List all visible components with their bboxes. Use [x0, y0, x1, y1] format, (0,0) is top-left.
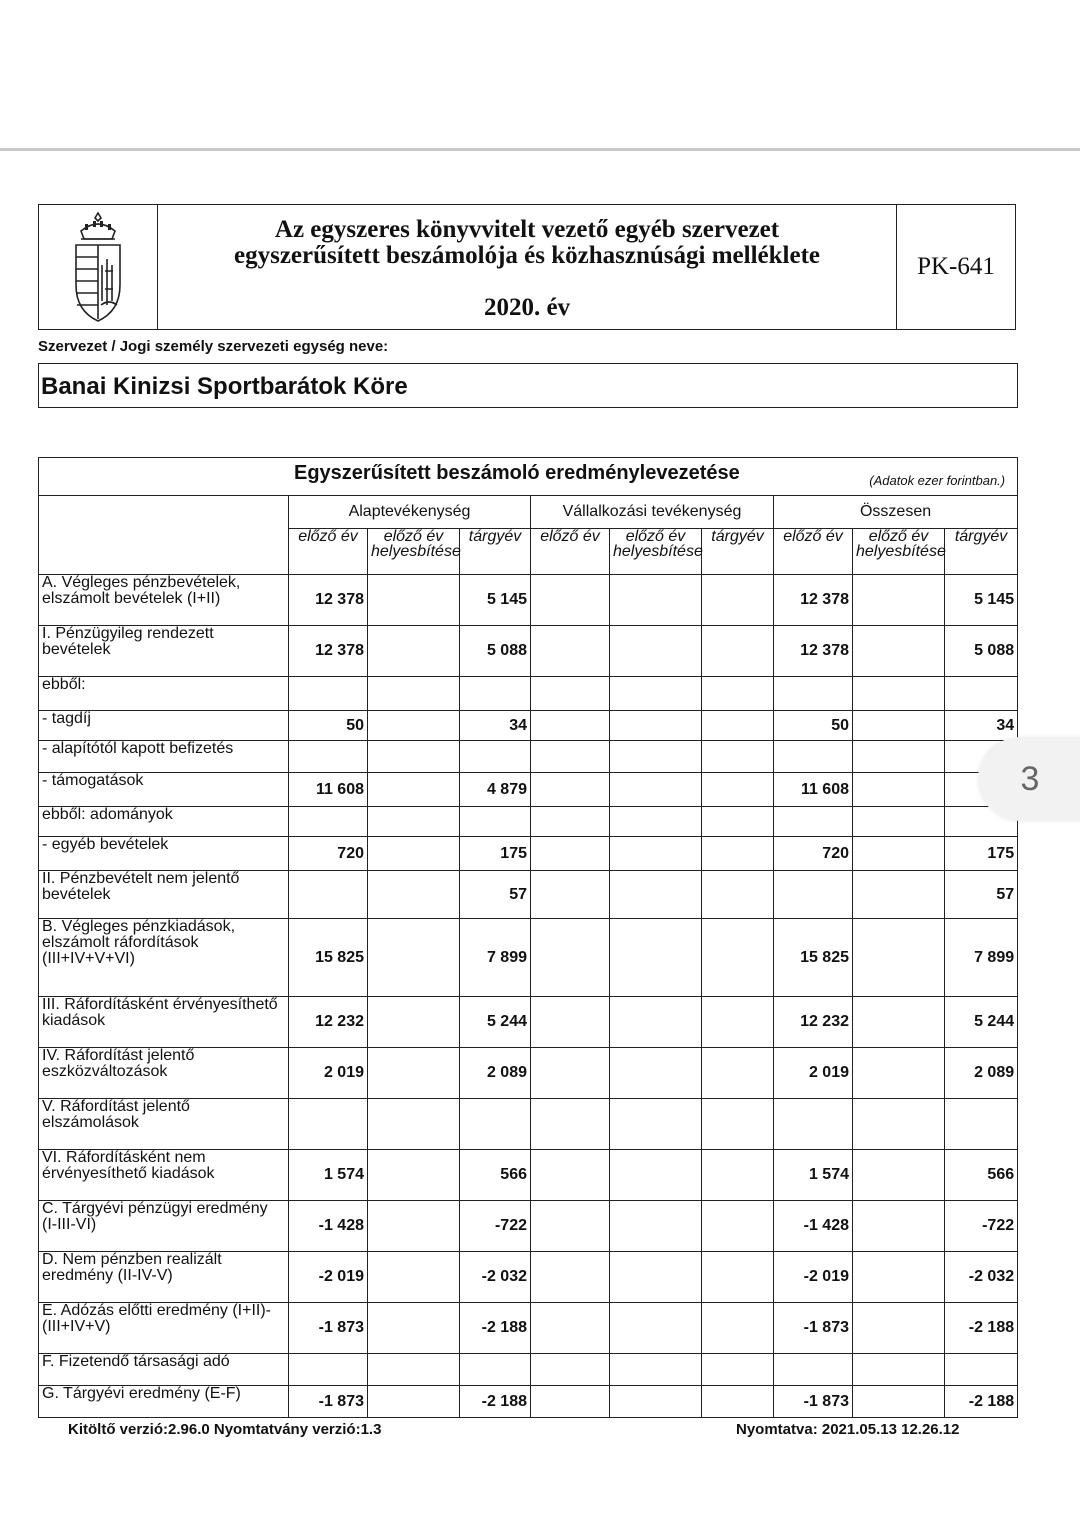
value-cell: 12 378: [774, 575, 853, 626]
value-cell: -722: [460, 1201, 531, 1252]
table-row: [39, 741, 1018, 773]
value-cell: [289, 807, 368, 837]
value-cell: [368, 1303, 460, 1354]
row-label: I. Pénzügyileg rendezett bevételek: [39, 626, 289, 677]
form-title-line2: egyszerűsített beszámolója és közhasznúsági melléklete: [234, 242, 820, 269]
value-cell: 2 019: [289, 1048, 368, 1099]
table-title: Egyszerűsített beszámoló eredménylevezetése: [294, 462, 740, 484]
subheader-line1: előző év: [868, 528, 929, 545]
value-cell: [368, 773, 460, 807]
value-cell: -2 032: [945, 1252, 1018, 1303]
value-cell: [853, 1099, 945, 1150]
value-cell: [610, 773, 702, 807]
value-cell: [368, 807, 460, 837]
value-cell: 57: [945, 871, 1018, 919]
value-cell: [531, 871, 610, 919]
value-cell: -2 188: [945, 1303, 1018, 1354]
subheader-0-1: [368, 529, 460, 575]
value-cell: [610, 711, 702, 741]
subheader-2-1: [853, 529, 945, 575]
table-row: [39, 677, 1018, 711]
value-cell: 12 378: [774, 626, 853, 677]
page-separator: [0, 148, 1080, 151]
value-cell: -1 873: [289, 1303, 368, 1354]
subheader-line1: tárgyév: [954, 528, 1008, 545]
row-label: ebből:: [39, 677, 289, 711]
value-cell: [610, 919, 702, 997]
row-label-header: [39, 496, 289, 575]
page-number-badge[interactable]: 3: [978, 737, 1080, 821]
value-cell: [774, 741, 853, 773]
value-cell: 5 145: [460, 575, 531, 626]
value-cell: [368, 1201, 460, 1252]
value-cell: [368, 677, 460, 711]
footer-printed-date: Nyomtatva: 2021.05.13 12.26.12: [736, 1421, 960, 1438]
value-cell: [702, 1252, 774, 1303]
value-cell: [853, 1150, 945, 1201]
table-row: [39, 1099, 1018, 1150]
table-row: [39, 1252, 1018, 1303]
table-row: [39, 1386, 1018, 1418]
value-cell: [460, 1099, 531, 1150]
row-label: II. Pénzbevételt nem jelentő bevételek: [39, 871, 289, 919]
value-cell: [289, 677, 368, 711]
value-cell: 175: [460, 837, 531, 871]
subheader-line2: helyesbítése: [856, 543, 946, 560]
viewer-top-area: [0, 0, 1080, 150]
value-cell: -1 428: [289, 1201, 368, 1252]
value-cell: [368, 997, 460, 1048]
value-cell: [368, 871, 460, 919]
value-cell: 11 608: [774, 773, 853, 807]
value-cell: [702, 1099, 774, 1150]
value-cell: 15 825: [289, 919, 368, 997]
value-cell: [610, 1303, 702, 1354]
value-cell: [853, 626, 945, 677]
value-cell: [460, 741, 531, 773]
subheader-2-0: [774, 529, 853, 575]
value-cell: [610, 1386, 702, 1418]
value-cell: [853, 1303, 945, 1354]
value-cell: 566: [460, 1150, 531, 1201]
value-cell: [368, 741, 460, 773]
table-group-header-row: [39, 496, 1018, 529]
row-label: IV. Ráfordítást jelentő eszközváltozások: [39, 1048, 289, 1099]
table-row: [39, 1354, 1018, 1386]
value-cell: [610, 575, 702, 626]
value-cell: [702, 1150, 774, 1201]
subheader-1-1: [610, 529, 702, 575]
value-cell: [853, 1201, 945, 1252]
value-cell: [945, 677, 1018, 711]
form-title-line1: Az egyszeres könyvvitelt vezető egyéb szervezet: [274, 216, 780, 243]
row-label: VI. Ráfordításként nem érvényesíthető kiadások: [39, 1150, 289, 1201]
value-cell: -1 873: [289, 1386, 368, 1418]
value-cell: 1 574: [289, 1150, 368, 1201]
value-cell: [702, 837, 774, 871]
value-cell: [702, 741, 774, 773]
value-cell: 34: [460, 711, 531, 741]
table-row: [39, 871, 1018, 919]
value-cell: 5 088: [945, 626, 1018, 677]
value-cell: 720: [289, 837, 368, 871]
value-cell: 5 145: [945, 575, 1018, 626]
subheader-0-2: [460, 529, 531, 575]
value-cell: [368, 837, 460, 871]
value-cell: 2 019: [774, 1048, 853, 1099]
form-title: [158, 205, 897, 329]
value-cell: [702, 1048, 774, 1099]
value-cell: 11 608: [289, 773, 368, 807]
organization-name: Banai Kinizsi Sportbarátok Köre: [38, 363, 1018, 408]
row-label: E. Adózás előtti eredmény (I+II)-(III+IV+V): [39, 1303, 289, 1354]
subheader-1-0: [531, 529, 610, 575]
value-cell: [289, 871, 368, 919]
value-cell: [531, 1201, 610, 1252]
value-cell: [531, 997, 610, 1048]
value-cell: -722: [945, 1201, 1018, 1252]
value-cell: [531, 919, 610, 997]
subheader-line1: tárgyév: [468, 528, 522, 545]
value-cell: [610, 807, 702, 837]
value-cell: [774, 677, 853, 711]
form-code: PK-641: [917, 253, 995, 280]
value-cell: [853, 871, 945, 919]
value-cell: -2 032: [460, 1252, 531, 1303]
value-cell: [531, 1150, 610, 1201]
organization-label: Szervezet / Jogi személy szervezeti egység neve:: [38, 338, 389, 355]
value-cell: 720: [774, 837, 853, 871]
value-cell: [531, 626, 610, 677]
value-cell: [702, 1201, 774, 1252]
value-cell: [531, 1048, 610, 1099]
value-cell: [531, 807, 610, 837]
value-cell: [610, 1150, 702, 1201]
table-row: [39, 997, 1018, 1048]
value-cell: 12 232: [774, 997, 853, 1048]
value-cell: [368, 1354, 460, 1386]
value-cell: [531, 1252, 610, 1303]
hungarian-coat-of-arms-icon: [67, 209, 129, 325]
value-cell: [853, 1386, 945, 1418]
value-cell: 2 089: [460, 1048, 531, 1099]
value-cell: [368, 1150, 460, 1201]
table-row: [39, 807, 1018, 837]
value-cell: [702, 626, 774, 677]
subheader-2-2: [945, 529, 1018, 575]
value-cell: [702, 997, 774, 1048]
table-row: [39, 711, 1018, 741]
value-cell: 175: [945, 837, 1018, 871]
value-cell: [853, 997, 945, 1048]
value-cell: [368, 626, 460, 677]
value-cell: [853, 741, 945, 773]
value-cell: [610, 1201, 702, 1252]
value-cell: 5 244: [945, 997, 1018, 1048]
subheader-line2: helyesbítése: [613, 543, 703, 560]
value-cell: [774, 871, 853, 919]
footer-version: Kitöltő verzió:2.96.0 Nyomtatvány verzió:1.3: [68, 1421, 382, 1438]
table-row: [39, 1048, 1018, 1099]
value-cell: [702, 1303, 774, 1354]
value-cell: [368, 919, 460, 997]
value-cell: 2 089: [945, 1048, 1018, 1099]
value-cell: [853, 1354, 945, 1386]
value-cell: 5 088: [460, 626, 531, 677]
value-cell: [531, 711, 610, 741]
value-cell: -2 188: [460, 1303, 531, 1354]
value-cell: [460, 677, 531, 711]
row-label: G. Tárgyévi eredmény (E-F): [39, 1386, 289, 1418]
table-row: [39, 626, 1018, 677]
value-cell: [853, 807, 945, 837]
value-cell: 7 899: [460, 919, 531, 997]
row-label: - tagdíj: [39, 711, 289, 741]
table-row: [39, 1201, 1018, 1252]
subheader-line1: előző év: [540, 528, 600, 545]
value-cell: 15 825: [774, 919, 853, 997]
group-header-alap: Alaptevékenység: [289, 496, 531, 529]
value-cell: [610, 1048, 702, 1099]
value-cell: -2 019: [774, 1252, 853, 1303]
row-label: C. Tárgyévi pénzügyi eredmény (I-III-VI): [39, 1201, 289, 1252]
value-cell: 57: [460, 871, 531, 919]
value-cell: [702, 575, 774, 626]
value-cell: [460, 1354, 531, 1386]
value-cell: [289, 741, 368, 773]
income-statement-table: [38, 457, 1018, 1418]
row-label: B. Végleges pénzkiadások, elszámolt ráfordítások (III+IV+V+VI): [39, 919, 289, 997]
value-cell: [531, 1386, 610, 1418]
value-cell: [702, 807, 774, 837]
value-cell: [853, 1252, 945, 1303]
value-cell: [531, 837, 610, 871]
row-label: ebből: adományok: [39, 807, 289, 837]
value-cell: [610, 1099, 702, 1150]
value-cell: 7 899: [945, 919, 1018, 997]
value-cell: [702, 919, 774, 997]
value-cell: [853, 711, 945, 741]
logo-cell: [39, 205, 158, 329]
value-cell: [853, 837, 945, 871]
value-cell: [610, 1252, 702, 1303]
value-cell: [774, 1354, 853, 1386]
value-cell: [610, 997, 702, 1048]
value-cell: 34: [945, 711, 1018, 741]
table-caption-row: [39, 458, 1018, 496]
value-cell: [531, 1354, 610, 1386]
subheader-line1: tárgyév: [711, 528, 764, 545]
value-cell: [610, 871, 702, 919]
value-cell: 12 378: [289, 575, 368, 626]
form-header: [38, 204, 1016, 330]
row-label: III. Ráfordításként érvényesíthető kiadások: [39, 997, 289, 1048]
row-label: A. Végleges pénzbevételek, elszámolt bevételek (I+II): [39, 575, 289, 626]
value-cell: [853, 677, 945, 711]
value-cell: -1 873: [774, 1303, 853, 1354]
value-cell: 12 378: [289, 626, 368, 677]
value-cell: [531, 677, 610, 711]
value-cell: [853, 575, 945, 626]
value-cell: [368, 711, 460, 741]
value-cell: [289, 1099, 368, 1150]
value-cell: [945, 1099, 1018, 1150]
subheader-0-0: [289, 529, 368, 575]
subheader-line1: előző év: [298, 528, 358, 545]
table-row: [39, 1303, 1018, 1354]
table-row: [39, 575, 1018, 626]
value-cell: [531, 575, 610, 626]
value-cell: [368, 1386, 460, 1418]
value-cell: -2 019: [289, 1252, 368, 1303]
value-cell: [368, 1048, 460, 1099]
value-cell: [610, 741, 702, 773]
value-cell: -1 428: [774, 1201, 853, 1252]
value-cell: 5 244: [460, 997, 531, 1048]
value-cell: 12 232: [289, 997, 368, 1048]
value-cell: [702, 677, 774, 711]
value-cell: -1 873: [774, 1386, 853, 1418]
table-row: [39, 919, 1018, 997]
value-cell: [853, 1048, 945, 1099]
value-cell: [368, 1252, 460, 1303]
table-row: [39, 773, 1018, 807]
row-label: D. Nem pénzben realizált eredmény (II-IV-V): [39, 1252, 289, 1303]
value-cell: [610, 837, 702, 871]
value-cell: [702, 711, 774, 741]
row-label: F. Fizetendő társasági adó: [39, 1354, 289, 1386]
value-cell: [774, 1099, 853, 1150]
value-cell: -2 188: [945, 1386, 1018, 1418]
value-cell: [368, 1099, 460, 1150]
value-cell: -2 188: [460, 1386, 531, 1418]
value-cell: [610, 626, 702, 677]
value-cell: 50: [289, 711, 368, 741]
form-year: 2020. év: [483, 294, 571, 321]
subheader-1-2: [702, 529, 774, 575]
table-row: [39, 1150, 1018, 1201]
table-unit-note: (Adatok ezer forintban.): [869, 473, 1006, 488]
value-cell: [702, 1354, 774, 1386]
subheader-line1: előző év: [383, 528, 444, 545]
value-cell: 566: [945, 1150, 1018, 1201]
value-cell: [531, 773, 610, 807]
value-cell: [460, 807, 531, 837]
subheader-line1: előző év: [625, 528, 686, 545]
table-row: [39, 837, 1018, 871]
value-cell: 50: [774, 711, 853, 741]
value-cell: [610, 677, 702, 711]
value-cell: [289, 1354, 368, 1386]
value-cell: [531, 1303, 610, 1354]
row-label: - támogatások: [39, 773, 289, 807]
value-cell: [531, 1099, 610, 1150]
group-header-vallalkozasi: Vállalkozási tevékenység: [531, 496, 774, 529]
row-label: - egyéb bevételek: [39, 837, 289, 871]
value-cell: 4 879: [460, 773, 531, 807]
value-cell: [853, 773, 945, 807]
value-cell: [702, 1386, 774, 1418]
value-cell: [945, 1354, 1018, 1386]
row-label: - alapítótól kapott befizetés: [39, 741, 289, 773]
value-cell: [774, 807, 853, 837]
subheader-line1: előző év: [783, 528, 843, 545]
value-cell: 1 574: [774, 1150, 853, 1201]
value-cell: [702, 871, 774, 919]
value-cell: [853, 919, 945, 997]
row-label: V. Ráfordítást jelentő elszámolások: [39, 1099, 289, 1150]
value-cell: [610, 1354, 702, 1386]
value-cell: [531, 741, 610, 773]
value-cell: [702, 773, 774, 807]
value-cell: [368, 575, 460, 626]
group-header-osszesen: Összesen: [774, 496, 1018, 529]
subheader-line2: helyesbítése: [371, 543, 461, 560]
